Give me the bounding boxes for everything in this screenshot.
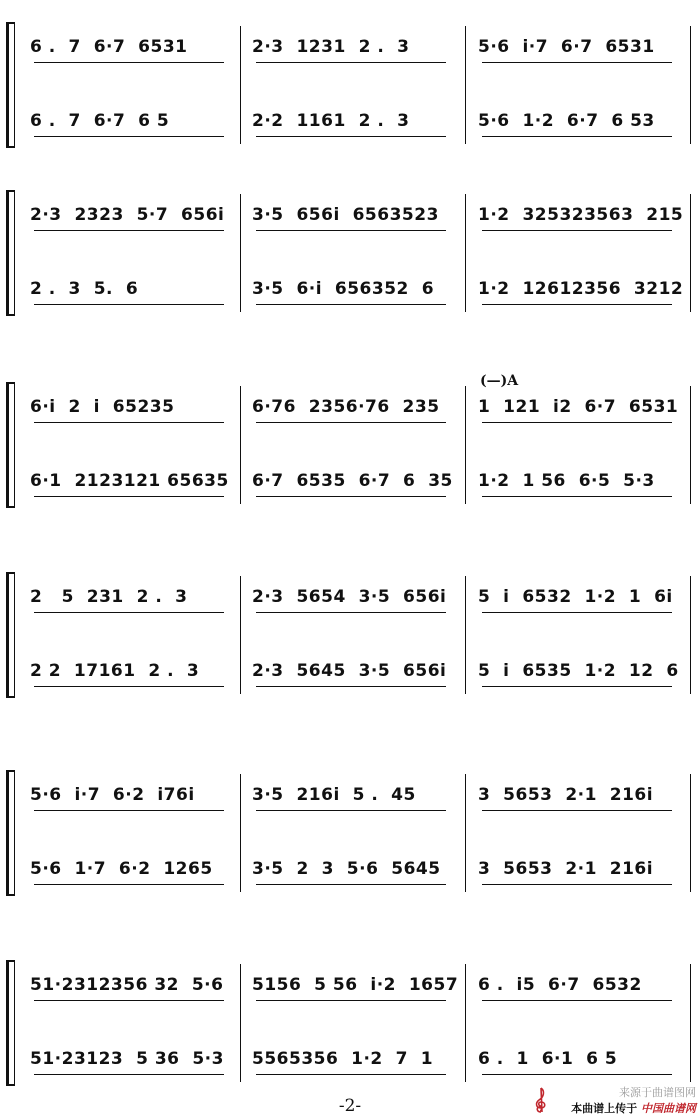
beam-underline [34,230,224,231]
beam-underline [34,304,224,305]
lower-part-measure: 2 . 3 5. 6 [30,279,139,299]
beam-underline [482,612,672,613]
barline [240,194,241,312]
upper-part-measure: 3·5 656i 6563523 [252,205,439,225]
beam-underline [482,686,672,687]
lower-part-measure: 5565356 1·2 7 1 [252,1049,434,1069]
beam-underline [34,62,224,63]
upper-part-measure: 5156 5 56 i·2 1657 [252,975,459,995]
lower-part-measure: 2·2 1161 2 . 3 [252,111,410,131]
score-system [0,22,700,152]
beam-underline [482,810,672,811]
beam-underline [34,422,224,423]
beam-underline [256,230,446,231]
watermark-left: 本曲谱上传于 [571,1102,638,1115]
lower-part-measure: 2·3 5645 3·5 656i [252,661,447,681]
watermark-bottom [571,1100,696,1116]
barline [465,386,466,504]
upper-part-measure: 3 5653 2·1 216i [478,785,654,805]
barline [690,774,691,892]
beam-underline [256,136,446,137]
system-bracket-inner [14,190,15,314]
beam-underline [482,1000,672,1001]
barline [690,386,691,504]
lower-part-measure: 6·1 2123121 65635 [30,471,229,491]
barline [690,964,691,1082]
system-bracket-inner [14,770,15,894]
beam-underline [482,422,672,423]
upper-part-measure: 3·5 216i 5 . 45 [252,785,416,805]
beam-underline [482,136,672,137]
lower-part-measure: 6 . 1 6·1 6 5 [478,1049,618,1069]
beam-underline [34,612,224,613]
barline [465,194,466,312]
beam-underline [256,884,446,885]
lower-part-measure: 51·23123 5 36 5·3 [30,1049,224,1069]
lower-part-measure: 5·6 1·7 6·2 1265 [30,859,213,879]
upper-part-measure: 2·3 1231 2 . 3 [252,37,410,57]
lower-part-measure: 3 5653 2·1 216i [478,859,654,879]
barline [690,576,691,694]
system-bracket-inner [14,382,15,506]
beam-underline [256,1000,446,1001]
beam-underline [256,612,446,613]
lower-part-measure: 3·5 6·i 656352 6 [252,279,435,299]
watermark-top: 来源于曲谱图网 [619,1086,696,1099]
lower-part-measure: 1·2 12612356 3212 [478,279,684,299]
score-system [0,190,700,320]
beam-underline [482,1074,672,1075]
lower-part-measure: 5 i 6535 1·2 12 6 [478,661,679,681]
upper-part-measure: 6·76 2356·76 235 [252,397,440,417]
watermark [571,1084,696,1116]
barline [465,26,466,144]
beam-underline [256,810,446,811]
beam-underline [256,686,446,687]
system-bracket-inner [14,960,15,1084]
lower-part-measure: 6 . 7 6·7 6 5 [30,111,170,131]
score-system [0,382,700,512]
upper-part-measure: 1·2 325323563 215 [478,205,684,225]
barline [240,576,241,694]
beam-underline [482,62,672,63]
barline [240,774,241,892]
beam-underline [256,1074,446,1075]
page-number: -2- [338,1096,362,1116]
score-system [0,572,700,702]
beam-underline [482,230,672,231]
upper-part-measure: 1 121 i2 6·7 6531 [478,397,679,417]
beam-underline [482,304,672,305]
upper-part-measure: 5·6 i·7 6·7 6531 [478,37,655,57]
lower-part-measure: 2 2 17161 2 . 3 [30,661,200,681]
beam-underline [34,1000,224,1001]
watermark-brand: 中国曲谱网 [641,1102,696,1115]
upper-part-measure: 2·3 5654 3·5 656i [252,587,447,607]
upper-part-measure: 5·6 i·7 6·2 i76i [30,785,195,805]
beam-underline [34,136,224,137]
system-bracket-inner [14,572,15,696]
treble-clef-icon [532,1086,550,1114]
beam-underline [256,496,446,497]
barline [690,26,691,144]
upper-part-measure: 2·3 2323 5·7 656i [30,205,225,225]
barline [465,774,466,892]
upper-part-measure: 6 . 7 6·7 6531 [30,37,188,57]
beam-underline [256,422,446,423]
lower-part-measure: 6·7 6535 6·7 6 35 [252,471,453,491]
barline [465,576,466,694]
upper-part-measure: 6·i 2 i 65235 [30,397,175,417]
system-bracket-inner [14,22,15,146]
lower-part-measure: 3·5 2 3 5·6 5645 [252,859,441,879]
beam-underline [34,686,224,687]
lower-part-measure: 5·6 1·2 6·7 6 53 [478,111,655,131]
barline [240,386,241,504]
beam-underline [256,304,446,305]
beam-underline [482,884,672,885]
lower-part-measure: 1·2 1 56 6·5 5·3 [478,471,655,491]
upper-part-measure: 6 . i5 6·7 6532 [478,975,642,995]
barline [465,964,466,1082]
upper-part-measure: 51·2312356 32 5·6 [30,975,224,995]
beam-underline [34,810,224,811]
beam-underline [256,62,446,63]
upper-part-measure: 5 i 6532 1·2 1 6i [478,587,673,607]
barline [690,194,691,312]
barline [240,26,241,144]
beam-underline [34,1074,224,1075]
beam-underline [34,884,224,885]
beam-underline [34,496,224,497]
upper-part-measure: 2 5 231 2 . 3 [30,587,188,607]
barline [240,964,241,1082]
score-system [0,960,700,1090]
beam-underline [482,496,672,497]
section-mark: (—)A [480,373,519,389]
score-system [0,770,700,900]
